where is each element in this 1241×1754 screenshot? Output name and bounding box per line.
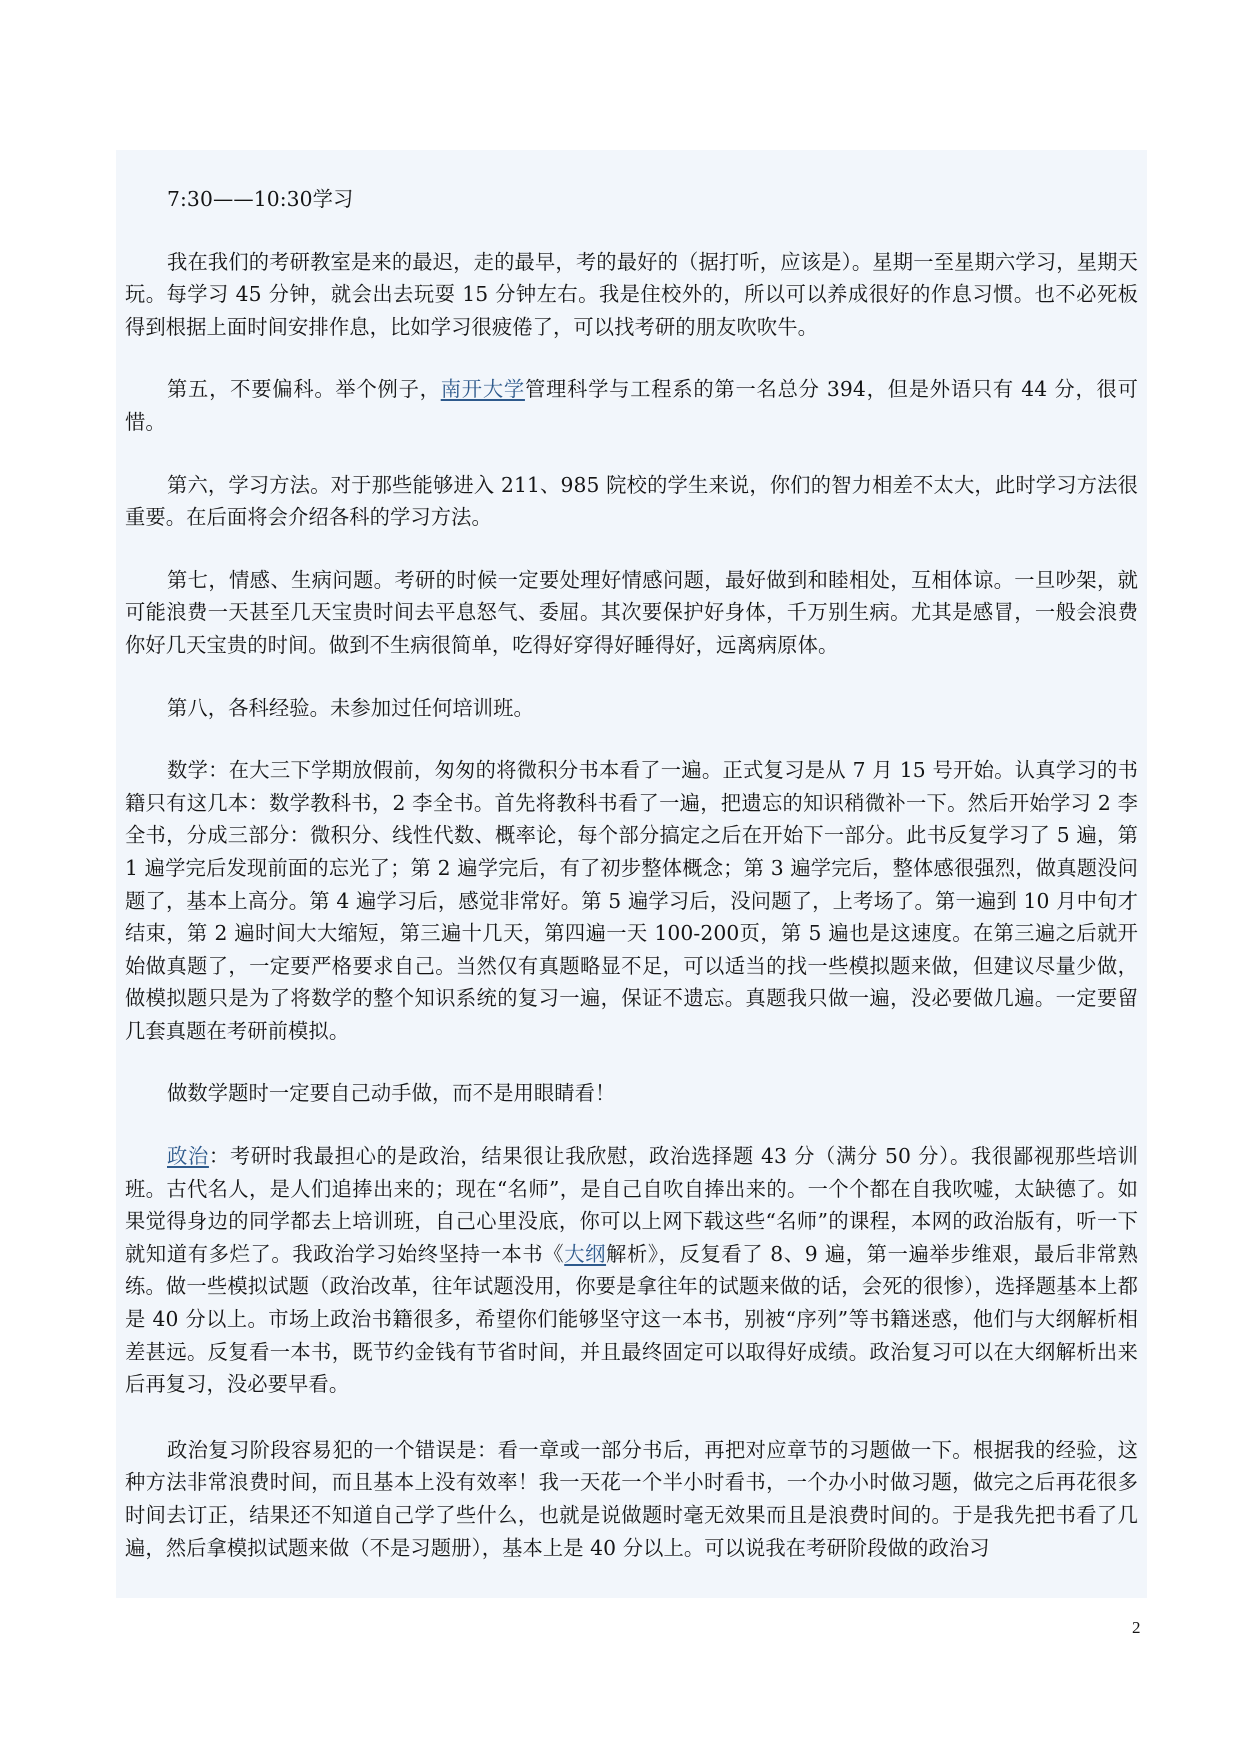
paragraph-politics bbox=[125, 1140, 1138, 1401]
paragraph-text: 第五，不要偏科。举个例子， bbox=[167, 377, 441, 402]
paragraph-text: ：考研时我最担心的是政治，结果很让我欣慰，政治选择题 43 分（满分 50 分）。我很鄙视那些培训班。古代名人，是人们追捧出来的；现在“名师”，是自己自吹自捧出来的。一个个都在自我吹嘘，太缺德了。如果觉得身边的同学都去上培训班，自己心里没底，你可以上网下载这些“名师”的课程，本网的政治版有，听一下就知道有多烂了。我政治学习始终坚持一本书《 bbox=[125, 1144, 1138, 1266]
paragraph-politics-mistake: 政治复习阶段容易犯的一个错误是：看一章或一部分书后，再把对应章节的习题做一下。根据我的经验，这种方法非常浪费时间，而且基本上没有效率！我一天花一个半小时看书，一个办小时做习题，做完之后再花很多时间去订正，结果还不知道自己学了些什么，也就是说做题时毫无效果而且是浪费时间的。于是我先把书看了几遍，然后拿模拟试题来做（不是习题册），基本上是 40 分以上。可以说我在考研阶段做的政治习 bbox=[125, 1437, 1138, 1560]
nankai-university-link[interactable]: 南开大学 bbox=[440, 377, 525, 402]
paragraph-text: 解析》，反复看了 8、9 遍，第一遍举步维艰，最后非常熟练。做一些模拟试题（政治改革，往年试题没用，你要是拿往年的试题来做的话，会死的很惨），选择题基本上都是 40 分以上。市场上政治书籍很多，希望你们能够坚守这一本书，别被“序列”等书籍迷惑，他们与大纲解析相差甚远。反复看一本书，既节约金钱有节省时间，并且最终固定可以取得好成绩。政治复习可以在大纲解析出来后再复习，没必要早看。 bbox=[125, 1241, 1139, 1397]
page-number: 2 bbox=[1132, 1618, 1141, 1637]
paragraph-text: 管理科学与工程系的第一名总分 394，但是外语只有 44 分，很可惜。 bbox=[125, 377, 1138, 434]
paragraph-study-habits: 我在我们的考研教室是来的最迟，走的最早，考的最好的（据打听，应该是）。星期一至星期六学习，星期天玩。每学习 45 分钟，就会出去玩耍 15 分钟左右。我是住校外的，所以可以养成很好的作息习惯。也不必死板得到根据上面时间安排作息，比如学习很疲倦了，可以找考研的朋友吹吹牛。 bbox=[125, 249, 1138, 339]
syllabus-link[interactable]: 大纲 bbox=[564, 1241, 607, 1266]
politics-link[interactable]: 政治 bbox=[167, 1144, 209, 1169]
document-body bbox=[116, 150, 1147, 1598]
paragraph-study-method: 第六，学习方法。对于那些能够进入 211、985 院校的学生来说，你们的智力相差不太大，此时学习方法很重要。在后面将会介绍各科的学习方法。 bbox=[125, 472, 1138, 530]
paragraph-math-tip: 做数学题时一定要自己动手做，而不是用眼睛看！ bbox=[167, 1081, 616, 1106]
paragraph-math: 数学：在大三下学期放假前，匆匆的将微积分书本看了一遍。正式复习是从 7 月 15 号开始。认真学习的书籍只有这几本：数学教科书，2 李全书。首先将教科书看了一遍，把遗忘的知识稍微补一下。然后开始学习 2 李全书，分成三部分：微积分、线性代数、概率论，每个部分搞定之后在开始下一部分。此书反复学习了 5 遍，第 1 遍学完后发现前面的忘光了；第 2 遍学完后，有了初步整体概念；第 3 遍学完后，整体感很强烈，做真题没问题了，基本上高分。第 4 遍学习后，感觉非常好。第 5 遍学习后，没问题了，上考场了。第一遍到 10 月中旬才结束，第 2 遍时间大大缩短，第三遍十几天，第四遍一天 100-200页，第 5 遍也是这速度。在第三遍之后就开始做真题了，一定要严格要求自己。当然仅有真题略显不足，可以适当的找一些模拟题来做，但建议尽量少做，做模拟题只是为了将数学的整个知识系统的复习一遍，保证不遗忘。真题我只做一遍，没必要做几遍。一定要留几套真题在考研前模拟。 bbox=[125, 758, 1138, 1043]
schedule-line: 7:30——10:30学习 bbox=[167, 187, 354, 211]
paragraph-emotion-health: 第七，情感、生病问题。考研的时候一定要处理好情感问题，最好做到和睦相处，互相体谅。一旦吵架，就可能浪费一天甚至几天宝贵时间去平息怒气、委屈。其次要保护好身体，千万别生病。尤其是感冒，一般会浪费你好几天宝贵的时间。做到不生病很简单，吃得好穿得好睡得好，远离病原体。 bbox=[125, 567, 1138, 657]
paragraph-subject-experience: 第八，各科经验。未参加过任何培训班。 bbox=[167, 695, 534, 720]
paragraph-no-weak-subject bbox=[125, 373, 1138, 438]
